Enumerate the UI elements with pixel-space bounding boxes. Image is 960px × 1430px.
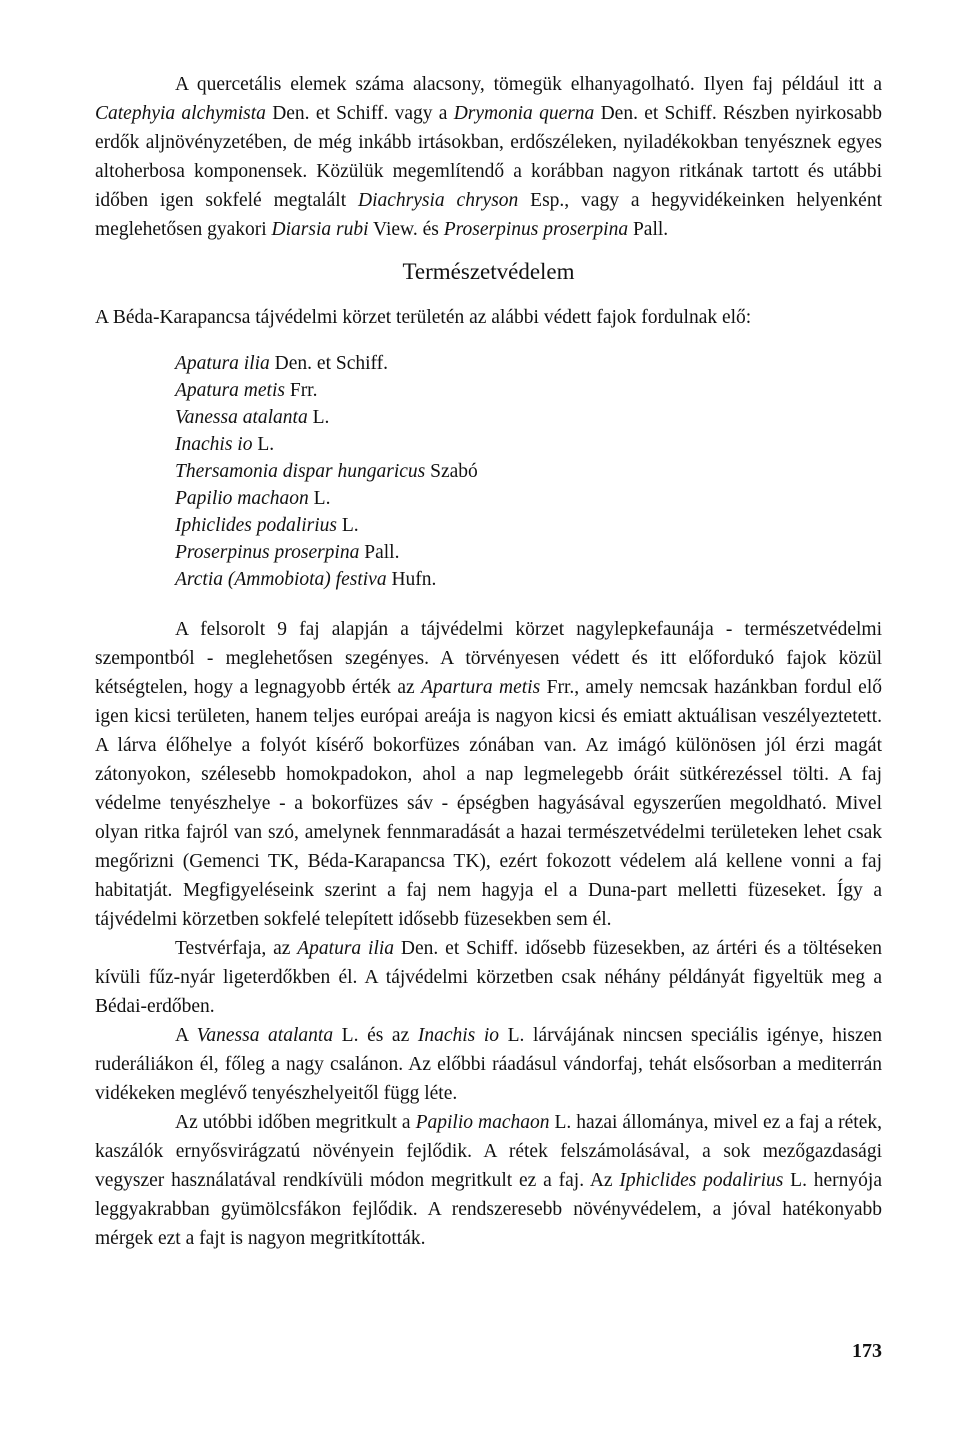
section-heading: Természetvédelem: [402, 259, 575, 284]
taxon-name: Apatura ilia: [297, 938, 395, 959]
text-run: A: [175, 1025, 197, 1046]
paragraph-vanessa-inachis: [95, 1021, 882, 1108]
text-run: A felsorolt 9 faj alapján a tájvédelmi körzet nagylepkefaunája - természetvédelmi szempontból - meglehetősen szegényes. A törvényesen védett és itt előfordukó fajok közül kétségtelen, hogy a legnagyobb érték az: [95, 619, 882, 698]
taxon-name: Diarsia rubi: [271, 219, 369, 240]
species-author: L.: [257, 434, 275, 455]
species-name: Inachis io: [175, 434, 253, 455]
species-author: L.: [341, 515, 359, 536]
species-item: [175, 539, 882, 566]
text-run: Pall.: [628, 219, 669, 240]
text-run: Az utóbbi időben megritkult a: [175, 1112, 416, 1133]
taxon-name: Vanessa atalanta: [196, 1025, 334, 1046]
species-item: [175, 431, 882, 458]
taxon-name: Inachis io: [417, 1025, 500, 1046]
text-run: Den. et Schiff. idősebb füzesekben, az ártéri és a töltéseken kívüli fűz-nyár ligeterdőkben él. A tájvédelmi körzetben csak néhány példányát figyeltük meg a Bédai-erdőben.: [95, 938, 883, 1017]
taxon-name: Iphiclides podalirius: [619, 1170, 784, 1191]
page-body: [95, 70, 882, 1253]
species-name: Iphiclides podalirius: [175, 515, 337, 536]
paragraph-quercetalis: [95, 70, 882, 244]
species-author: Frr.: [289, 380, 318, 401]
page-number: 173: [852, 1340, 882, 1362]
species-name: Vanessa atalanta: [175, 407, 308, 428]
species-name: Proserpinus proserpina: [175, 542, 360, 563]
taxon-name: Papilio machaon: [415, 1112, 550, 1133]
species-name: Thersamonia dispar hungaricus: [175, 461, 426, 482]
text-run: L. és az: [333, 1025, 418, 1046]
text-run: Den. et Schiff. vagy a: [265, 103, 454, 124]
text-run: L. hernyója leggyakrabban gyümölcsfákon fejlődik. A rendszeresebb növényvédelem, a jóval hatékonyabb mérgek ezt a fajt is nagyon megritkították.: [95, 1170, 882, 1249]
species-author: L.: [313, 488, 331, 509]
text-run: View. és: [368, 219, 444, 240]
species-item: [175, 404, 882, 431]
species-item: [175, 350, 882, 377]
species-item: [175, 566, 882, 593]
paragraph-conservation-assessment: [95, 615, 882, 934]
species-name: Papilio machaon: [175, 488, 309, 509]
text-run: L. hazai állománya, mivel ez a faj a rétek, kaszálók ernyősvirágzatú növényein fejlődik. A rétek felszámolásával, a sok mezőgazdasági vegyszer használatával rendkívüli módon megritkult ez a faj. Az: [95, 1112, 883, 1191]
taxon-name: Proserpinus proserpina: [443, 219, 629, 240]
species-item: [175, 512, 882, 539]
protected-species-list: [175, 350, 882, 593]
taxon-name: Drymonia querna: [453, 103, 595, 124]
text-run: A quercetális elemek száma alacsony, tömegük elhanyagolható. Ilyen faj például itt a: [175, 74, 882, 95]
taxon-name: Diachrysia chryson: [358, 190, 519, 211]
species-item: [175, 458, 882, 485]
species-name: Arctia (Ammobiota) festiva: [175, 569, 387, 590]
species-author: L.: [312, 407, 330, 428]
species-author: Den. et Schiff.: [274, 353, 389, 374]
species-author: Szabó: [430, 461, 478, 482]
text-run: Den. et Schiff. Részben nyirkosabb erdők aljnövényzetében, de még inkább irtásokban, erdőszéleken, nyiladékokban tenyésznek egyes altoherbosa komponensek. Közülük megemlítendő a korábban nagyon ritkának tartott és utábbi időben igen sokfelé megtalált: [95, 103, 882, 211]
protected-species-intro: A Béda-Karapancsa tájvédelmi körzet területén az alábbi védett fajok fordulnak elő:: [95, 307, 752, 328]
species-name: Apatura metis: [175, 380, 285, 401]
text-run: L. lárvájának nincsen speciális igénye, hiszen ruderáliákon él, főleg a nagy csalánon. Az előbbi ráadásul vándorfaj, tehát elsősorban a mediterrán vidékeken meglévő tenyészhelyeitől függ léte.: [95, 1025, 883, 1104]
species-name: Apatura ilia: [175, 353, 270, 374]
species-author: Pall.: [364, 542, 400, 563]
species-item: [175, 485, 882, 512]
species-item: [175, 377, 882, 404]
text-run: Esp., vagy a hegyvidékeinken helyenként meglehetősen gyakori: [95, 190, 882, 240]
paragraph-papilio-iphiclides: [95, 1108, 882, 1253]
text-run: Frr., amely nemcsak hazánkban fordul elő igen kicsi területen, hanem teljes európai areája is nagyon kicsi és emiatt aktuálisan veszélyeztetett. A lárva élőhelye a folyót kísérő bokorfüzes zónában van. Az imágó különösen jól érzi magát zátonyokon, szélesebb homokpadokon, ahol a nap legmelegebb óráit sütkérezéssel tölti. A faj védelme tenyészhelye - a bokorfüzes sáv - épségben hagyásával egyszerűen megoldható. Mivel olyan ritka fajról van szó, amelynek fennmaradását a hazai természetvédelmi területeken lehet csak megőrizni (Gemenci TK, Béda-Karapancsa TK), ezért fokozott védelem alá kellene vonni a faj habitatját. Megfigyeléseink szerint a faj nem hagyja el a Duna-part melletti füzeseket. Így a tájvédelmi körzetben sokfelé telepített idősebb füzesekben sem él.: [95, 677, 882, 930]
text-run: Testvérfaja, az: [175, 938, 298, 959]
taxon-name: Apartura metis: [421, 677, 541, 698]
paragraph-apatura-ilia: [95, 934, 882, 1021]
taxon-name: Catephyia alchymista: [95, 103, 266, 124]
species-author: Hufn.: [391, 569, 437, 590]
